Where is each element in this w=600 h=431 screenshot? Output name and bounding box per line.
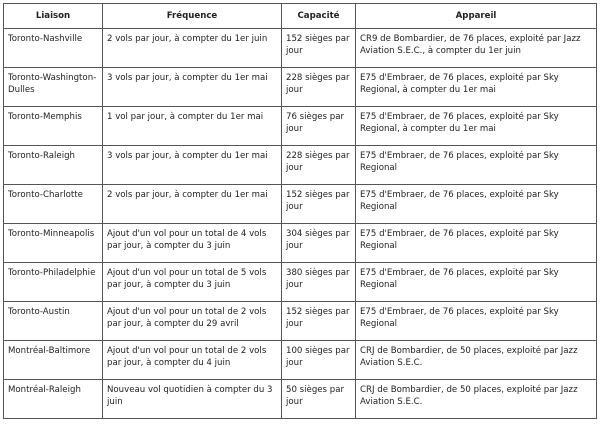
cell-capacity: 76 sièges par jour bbox=[282, 107, 356, 146]
cell-capacity: 152 sièges par jour bbox=[282, 185, 356, 224]
cell-route: Montréal-Raleigh bbox=[4, 380, 103, 419]
cell-route: Toronto-Memphis bbox=[4, 107, 103, 146]
cell-aircraft: E75 d'Embraer, de 76 places, exploité par Sky Regional bbox=[356, 224, 597, 263]
cell-capacity: 152 sièges par jour bbox=[282, 29, 356, 68]
cell-capacity: 380 sièges par jour bbox=[282, 263, 356, 302]
cell-frequency: 3 vols par jour, à compter du 1er mai bbox=[103, 68, 282, 107]
cell-frequency: Ajout d'un vol pour un total de 4 vols par jour, à compter du 3 juin bbox=[103, 224, 282, 263]
header-frequency: Fréquence bbox=[103, 4, 282, 29]
table-row bbox=[4, 341, 597, 380]
cell-route: Toronto-Raleigh bbox=[4, 146, 103, 185]
cell-frequency: 3 vols par jour, à compter du 1er mai bbox=[103, 146, 282, 185]
cell-frequency: Ajout d'un vol pour un total de 5 vols par jour, à compter du 3 juin bbox=[103, 263, 282, 302]
cell-frequency: Ajout d'un vol pour un total de 2 vols par jour, à compter du 4 juin bbox=[103, 341, 282, 380]
cell-route: Toronto-Philadelphie bbox=[4, 263, 103, 302]
cell-frequency: 2 vols par jour, à compter du 1er juin bbox=[103, 29, 282, 68]
cell-route: Montréal-Baltimore bbox=[4, 341, 103, 380]
cell-route: Toronto-Austin bbox=[4, 302, 103, 341]
cell-capacity: 100 sièges par jour bbox=[282, 341, 356, 380]
cell-route: Toronto-Nashville bbox=[4, 29, 103, 68]
cell-aircraft: E75 d'Embraer, de 76 places, exploité par Sky Regional bbox=[356, 146, 597, 185]
cell-capacity: 304 sièges par jour bbox=[282, 224, 356, 263]
cell-capacity: 50 sièges par jour bbox=[282, 380, 356, 419]
cell-aircraft: CRJ de Bombardier, de 50 places, exploité par Jazz Aviation S.E.C. bbox=[356, 380, 597, 419]
table-row bbox=[4, 146, 597, 185]
cell-capacity: 152 sièges par jour bbox=[282, 302, 356, 341]
table-row bbox=[4, 107, 597, 146]
cell-aircraft: E75 d'Embraer, de 76 places, exploité par Sky Regional bbox=[356, 185, 597, 224]
cell-frequency: Nouveau vol quotidien à compter du 3 juin bbox=[103, 380, 282, 419]
table-row bbox=[4, 263, 597, 302]
table-row bbox=[4, 185, 597, 224]
cell-frequency: 1 vol par jour, à compter du 1er mai bbox=[103, 107, 282, 146]
cell-aircraft: CRJ de Bombardier, de 50 places, exploité par Jazz Aviation S.E.C. bbox=[356, 341, 597, 380]
cell-route: Toronto-Charlotte bbox=[4, 185, 103, 224]
cell-aircraft: E75 d'Embraer, de 76 places, exploité par Sky Regional bbox=[356, 263, 597, 302]
header-capacity: Capacité bbox=[282, 4, 356, 29]
table-row bbox=[4, 224, 597, 263]
cell-aircraft: E75 d'Embraer, de 76 places, exploité par Sky Regional bbox=[356, 302, 597, 341]
table-row bbox=[4, 29, 597, 68]
cell-route: Toronto-Washington-Dulles bbox=[4, 68, 103, 107]
cell-capacity: 228 sièges par jour bbox=[282, 68, 356, 107]
header-route: Liaison bbox=[4, 4, 103, 29]
cell-aircraft: E75 d'Embraer, de 76 places, exploité par Sky Regional, à compter du 1er mai bbox=[356, 107, 597, 146]
header-aircraft: Appareil bbox=[356, 4, 597, 29]
route-schedule-table bbox=[3, 3, 597, 419]
cell-frequency: Ajout d'un vol pour un total de 2 vols par jour, à compter du 29 avril bbox=[103, 302, 282, 341]
cell-aircraft: CR9 de Bombardier, de 76 places, exploité par Jazz Aviation S.E.C., à compter du 1er juin bbox=[356, 29, 597, 68]
table-row bbox=[4, 68, 597, 107]
cell-frequency: 2 vols par jour, à compter du 1er mai bbox=[103, 185, 282, 224]
table-row bbox=[4, 380, 597, 419]
cell-aircraft: E75 d'Embraer, de 76 places, exploité par Sky Regional, à compter du 1er mai bbox=[356, 68, 597, 107]
cell-route: Toronto-Minneapolis bbox=[4, 224, 103, 263]
table-header-row bbox=[4, 4, 597, 29]
cell-capacity: 228 sièges par jour bbox=[282, 146, 356, 185]
table-row bbox=[4, 302, 597, 341]
